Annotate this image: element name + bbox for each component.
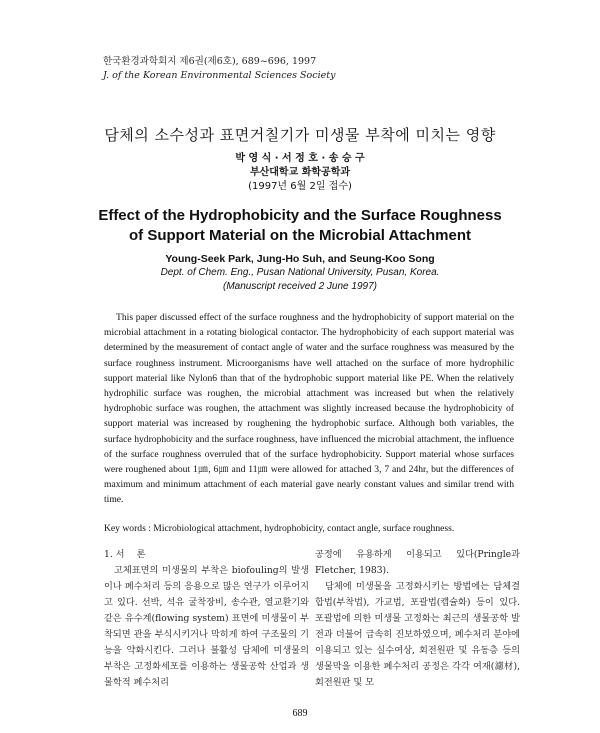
title-korean: 담체의 소수성과 표면거칠기가 미생물 부착에 미치는 영향 — [104, 126, 496, 144]
body-column-left — [104, 547, 309, 691]
page-number: 689 — [292, 708, 308, 719]
received-date-english: (Manuscript received 2 June 1997) — [223, 281, 377, 292]
affiliation-korean: 부산대학교 화학공학과 — [249, 167, 351, 178]
title-english-line-1: Effect of the Hydrophobicity and the Surface Roughness — [98, 207, 502, 224]
abstract: This paper discussed effect of the surface roughness and the hydrophobicity of support material on the microbial attachment in a rotating biological contactor. The hydrophobicity of each support material was determined by the measurement of contact angle of water and the surface roughness was measured by the surface roughness instrument. Microorganisms have well attached on the surface of more hydrophilic support material like Nylon6 than that of the hydrophobic support material like PE. When the relatively hydrophilic surface was roughen, the microbial attachment was increased but when the relatively hydrophobic surface was roughen, the attachment was slightly increased because the hydrophobicity of support material was increased by roughening the hydrophobic surface. Although both variables, the surface hydrophobicity and the surface roughness, have influenced the microbial attachment, the influence of the surface roughness overruled that of the surface hydrophobicity. Support material whose surfaces were roughened about 1㎛, 6㎛ and 11㎛ were allowed for attached 3, 7 and 24hr, but the differences of maximum and minimum attachment of each material gave nearly constant values and similar trend with time. — [104, 312, 514, 506]
korean-author-block — [0, 152, 600, 194]
affiliation-english: Dept. of Chem. Eng., Pusan National University, Pusan, Korea. — [160, 267, 440, 278]
body-paragraph: 고체표면의 미생물의 부착은 biofouling의 발생이나 폐수처리 등의 응용으로 많은 연구가 이루어지고 있다. 선박, 석유 굴착장비, 송수관, 열교환기와 같은 유수계(flowing system) 표면에 미생물이 부착되면 관을 부식시키거나 막히게 하여 구조물의 기능을 약화시킨다. 그러나 불활성 담체에 미생물의 부착은 고정화세포를 이용하는 생물공학 산업과 생물학적 폐수처리 — [104, 565, 309, 688]
body-paragraph-continued: 공정에 유용하게 이용되고 있다(Pringle과 Fletcher, 1983). — [315, 549, 520, 576]
section-heading-introduction: 1. 서 론 — [104, 549, 146, 560]
journal-header — [103, 55, 335, 83]
authors-english: Young-Seek Park, Jung-Ho Suh, and Seung-Koo Song — [165, 253, 435, 265]
body-paragraph: 담체에 미생물을 고정화시키는 방법에는 담체결합법(부착법), 가교법, 포괄법(캡슐화) 등이 있다. 포괄법에 의한 미생물 고정화는 최근의 생물공학 발전과 더불어 급속히 진보하였으며, 폐수처리 분야에 이용되고 있는 실수여상, 회전원판 및 유동층 등의 생물막을 이용한 폐수처리 공정은 각각 여재(濾材), 회전원판 및 모 — [315, 581, 520, 688]
journal-name-ko: 한국환경과학회지 제6권(제6호), 689~696, 1997 — [103, 56, 317, 67]
english-author-block — [0, 252, 600, 294]
journal-name-en: J. of the Korean Environmental Sciences Society — [103, 70, 336, 81]
keywords: Key words : Microbiological attachment, hydrophobicity, contact angle, surface roughness. — [104, 523, 455, 534]
title-english-line-2: of Support Material on the Microbial Attachment — [129, 227, 471, 244]
title-english — [0, 206, 600, 246]
body-column-right — [315, 547, 520, 691]
received-date-korean: (1997년 6월 2일 접수) — [248, 181, 352, 192]
authors-korean: 박 영 식 · 서 정 호 · 송 승 구 — [235, 153, 365, 164]
